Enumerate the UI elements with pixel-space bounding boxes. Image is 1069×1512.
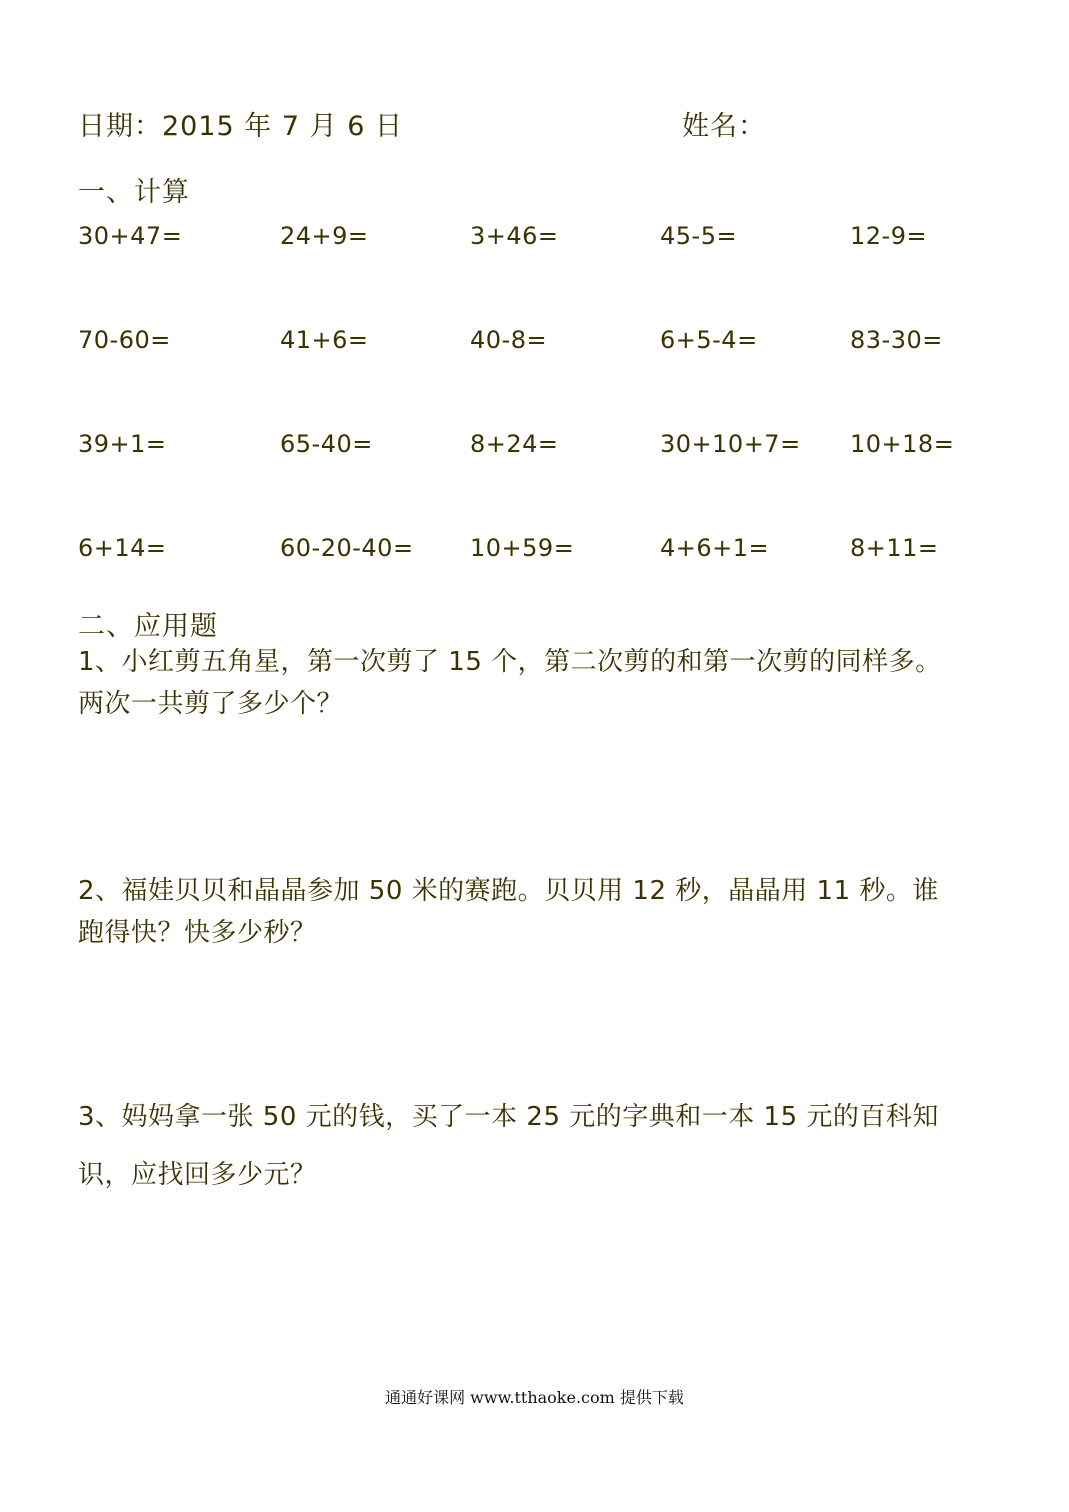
- calc-item: 8+24=: [470, 430, 559, 458]
- calc-item: 12-9=: [850, 222, 928, 250]
- calc-item: 6+5-4=: [660, 326, 758, 354]
- problem-text-line: 识，应找回多少元？: [78, 1160, 317, 1190]
- problem-text-line: 3、妈妈拿一张 50 元的钱，买了一本 25 元的字典和一本 15 元的百科知: [78, 1102, 939, 1132]
- calc-item: 83-30=: [850, 326, 943, 354]
- calc-item: 70-60=: [78, 326, 171, 354]
- word-problem: [78, 870, 998, 954]
- calc-row: [78, 222, 1038, 258]
- calc-item: 45-5=: [660, 222, 738, 250]
- word-problem: [78, 1088, 998, 1204]
- section-word-problems-title: 二、应用题: [78, 611, 218, 642]
- calc-item: 41+6=: [280, 326, 369, 354]
- calc-row: [78, 430, 1038, 466]
- calc-item: 65-40=: [280, 430, 373, 458]
- footer-credit: 通通好课网 www.tthaoke.com 提供下载: [385, 1388, 684, 1407]
- calc-item: 30+47=: [78, 222, 183, 250]
- problem-text-line: 两次一共剪了多少个？: [78, 689, 344, 719]
- date-label: 日期：2015 年 7 月 6 日: [78, 111, 403, 142]
- calc-item: 6+14=: [78, 534, 167, 562]
- calc-item: 30+10+7=: [660, 430, 801, 458]
- calc-item: 4+6+1=: [660, 534, 770, 562]
- calc-item: 60-20-40=: [280, 534, 414, 562]
- section-calc-title: 一、计算: [78, 177, 190, 208]
- calc-item: 10+18=: [850, 430, 955, 458]
- calc-item: 8+11=: [850, 534, 939, 562]
- calc-row: [78, 534, 1038, 570]
- problem-text-line: 1、小红剪五角星，第一次剪了 15 个，第二次剪的和第一次剪的同样多。: [78, 647, 942, 677]
- calc-item: 3+46=: [470, 222, 559, 250]
- name-label: 姓名：: [682, 111, 766, 142]
- calc-item: 10+59=: [470, 534, 575, 562]
- calc-row: [78, 326, 1038, 362]
- calc-item: 39+1=: [78, 430, 167, 458]
- calc-item: 24+9=: [280, 222, 369, 250]
- problem-text-line: 2、福娃贝贝和晶晶参加 50 米的赛跑。贝贝用 12 秒，晶晶用 11 秒。谁: [78, 876, 939, 906]
- calc-item: 40-8=: [470, 326, 548, 354]
- problem-text-line: 跑得快？快多少秒？: [78, 918, 317, 948]
- word-problem: [78, 641, 998, 725]
